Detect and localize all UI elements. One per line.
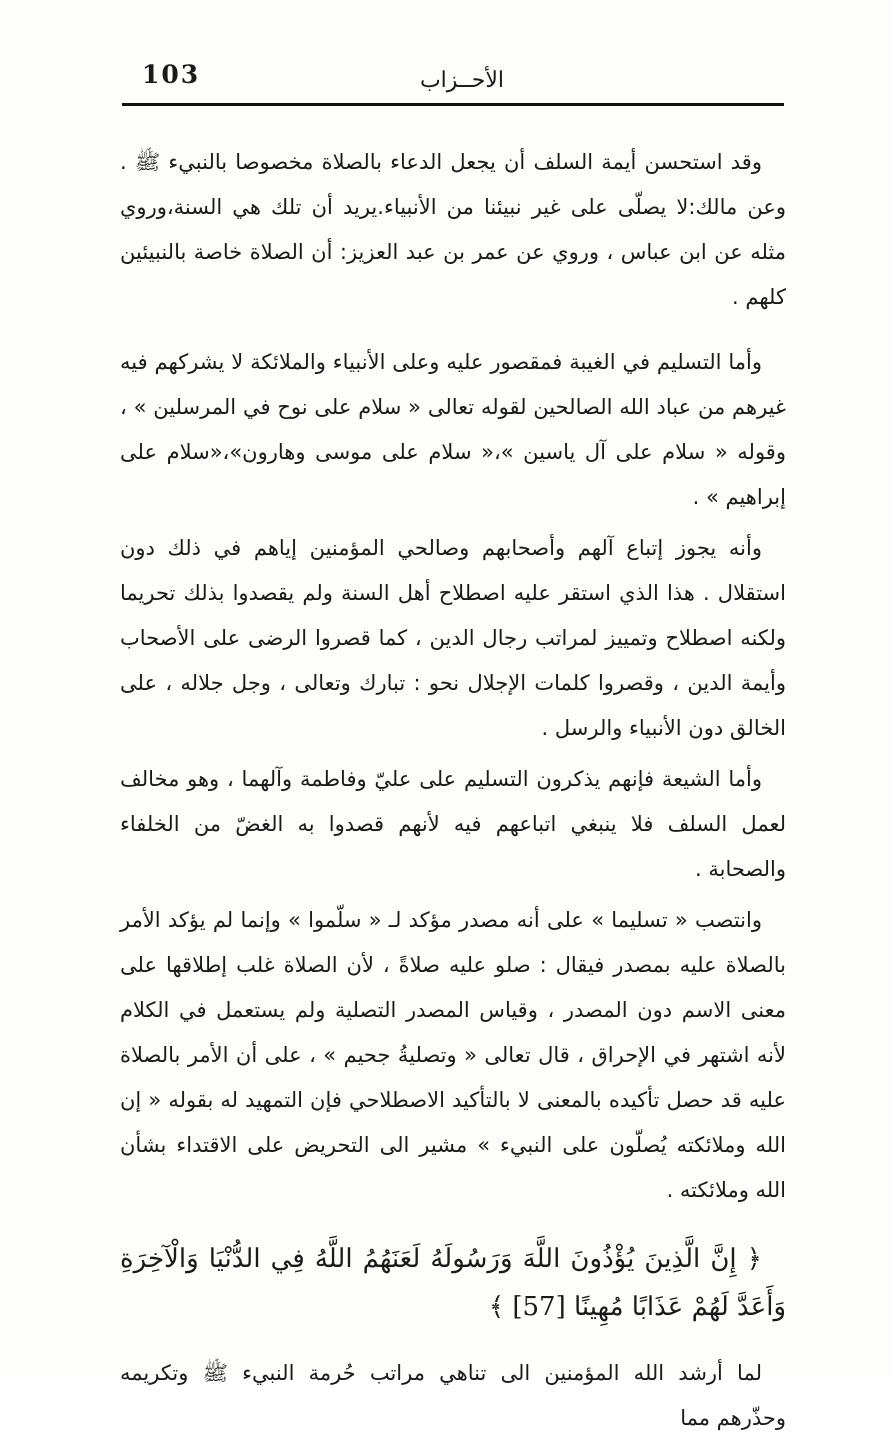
page-header: [122, 60, 784, 100]
page-body: [120, 140, 786, 1441]
paragraph-salat-exclusive: وقد استحسن أيمة السلف أن يجعل الدعاء بالصلاة مخصوصا بالنبيء ﷺ . وعن مالك:لا يصلّى على غير نبيئنا من الأنبياء.يريد أن تلك هي السنة،وروي مثله عن ابن عباس ، وروي عن عمر بن عبد العزيز: أن الصلاة خاصة بالنبيئين كلهم .: [120, 150, 786, 309]
paragraph-shia: وأما الشيعة فإنهم يذكرون التسليم على عليّ وفاطمة وآلهما ، وهو مخالف لعمل السلف فلا ينبغي اتباعهم فيه لأنهم قصدوا به الغضّ من الخلفاء والصحابة .: [120, 767, 786, 881]
header-divider: [122, 103, 784, 106]
quran-verse: ﴿ إِنَّ الَّذِينَ يُؤْذُونَ اللَّهَ وَرَسُولَهُ لَعَنَهُمُ اللَّهُ فِي الدُّنْيَا وَالْآخِرَةِ وَأَعَدَّ لَهُمْ عَذَابًا مُهِينًا [57] ﴾: [120, 1244, 786, 1322]
paragraph-itba: وأنه يجوز إتباع آلهم وأصحابهم وصالحي المؤمنين إياهم في ذلك دون استقلال . هذا الذي استقر عليه اصطلاح أهل السنة ولم يقصدوا بذلك تحريما ولكنه اصطلاح وتمييز لمراتب رجال الدين ، كما قصروا الرضى على الأصحاب وأيمة الدين ، وقصروا كلمات الإجلال نحو : تبارك وتعالى ، وجل جلاله ، على الخالق دون الأنبياء والرسل .: [120, 536, 786, 740]
paragraph-taslima-masdar: وانتصب « تسليما » على أنه مصدر مؤكد لـ « سلّموا » وإنما لم يؤكد الأمر بالصلاة عليه بمصدر فيقال : صلو عليه صلاةً ، لأن الصلاة غلب إطلاقها على معنى الاسم دون المصدر ، وقياس المصدر التصلية ولم يستعمل في الكلام لأنه اشتهر في الإحراق ، قال تعالى « وتصليةُ جحيم » ، على أن الأمر بالصلاة عليه قد حصل تأكيده بالمعنى لا بالتأكيد الاصطلاحي فإن التمهيد له بقوله « إن الله وملائكته يُصلّون على النبيء » مشير الى التحريض على الاقتداء بشأن الله وملائكته .: [120, 908, 786, 1202]
chapter-title: الأحــزاب: [419, 68, 505, 93]
paragraph-closing: لما أرشد الله المؤمنين الى تناهي مراتب حُرمة النبيء ﷺ وتكريمه وحذّرهم مما: [120, 1361, 786, 1430]
page-number: 103: [142, 60, 201, 89]
paragraph-taslim-ghayba: وأما التسليم في الغيبة فمقصور عليه وعلى الأنبياء والملائكة لا يشركهم فيه غيرهم من عباد الله الصالحين لقوله تعالى « سلام على نوح في المرسلين » ، وقوله « سلام على آل ياسين »،« سلام على موسى وهارون»،«سلام على إبراهيم » .: [120, 350, 786, 509]
